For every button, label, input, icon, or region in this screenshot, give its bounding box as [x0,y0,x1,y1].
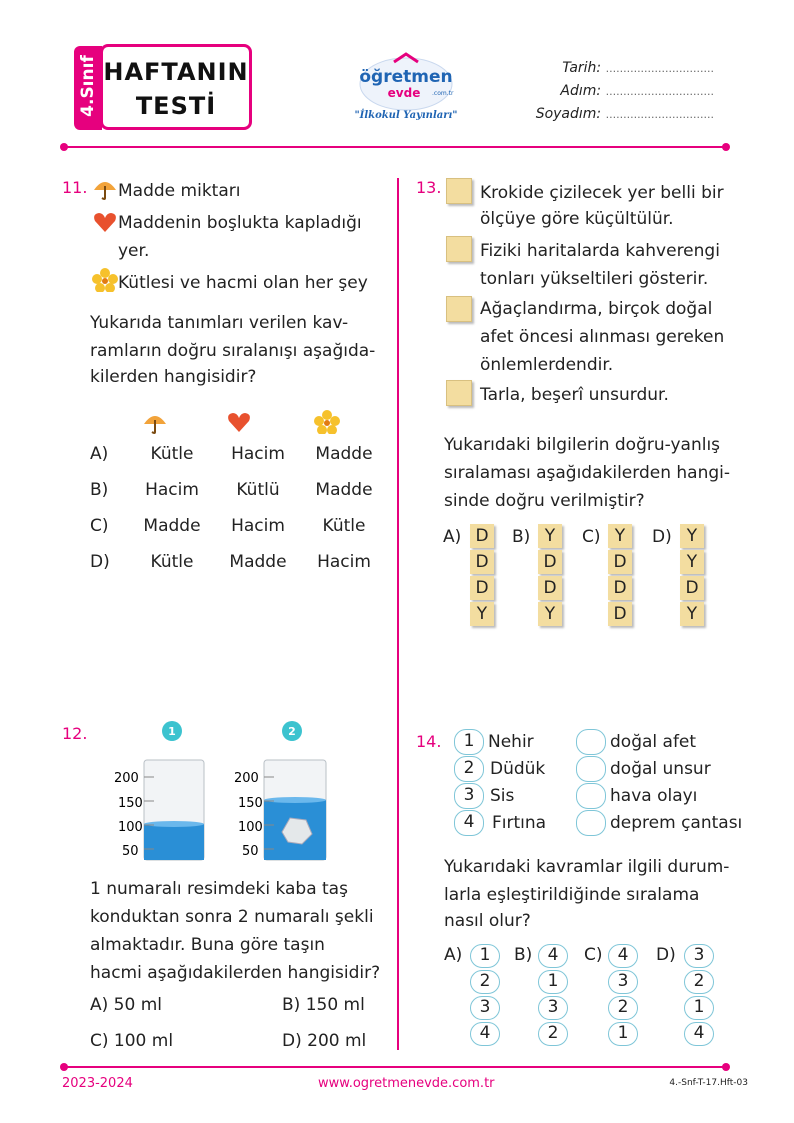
q14-number: 14. [416,732,442,751]
footer-divider [64,1066,724,1068]
q12-option-a[interactable]: A) 50 ml [90,995,162,1015]
option-cell: Kütlü [236,480,280,500]
surname-label: Soyadım: [535,106,602,122]
q13-option-d[interactable] [680,524,704,626]
q13-option-b-label[interactable]: B) [512,527,531,547]
scale-label: 200 [234,771,259,786]
divider-dot-right [722,1063,730,1071]
q11-stem1: Yukarıda tanımları verilen kav- [90,313,349,333]
heart-icon [226,410,252,438]
q11-def3: Kütlesi ve hacmi olan her şey [118,273,368,293]
scale-label: 200 [114,771,139,786]
title-line2: TESTİ [135,92,217,120]
tile: Y [538,602,562,626]
logo-main: öğretmen [359,67,453,87]
q12-option-c[interactable]: C) 100 ml [90,1031,174,1051]
tile: D [538,576,562,600]
q14-option-c[interactable] [608,944,638,1046]
header-divider [64,146,724,148]
number-cloud: 1 [454,729,484,755]
tile: D [680,576,704,600]
q11-stem2: ramların doğru sıralanışı aşağıda- [90,341,376,361]
concept: Fırtına [492,812,547,833]
beaker1-label: 1 [168,725,176,738]
q13-s2a: Fiziki haritalarda kahverengi [480,241,720,261]
number-cloud: 1 [684,996,714,1020]
beakers-figure [110,720,350,869]
q13-option-d-label[interactable]: D) [652,527,672,547]
option-cell: Kütle [322,516,366,536]
number-cloud: 4 [684,1022,714,1046]
concept: Düdük [490,758,546,779]
answer-box[interactable] [446,236,472,262]
q13-s1a: Krokide çizilecek yer belli bir [480,183,724,203]
surname-field[interactable] [536,106,714,122]
footer-code: 4.-Snf-T-17.Hft-03 [669,1078,748,1088]
q13-stem3: sinde doğru verilmiştir? [444,491,645,511]
concept: Nehir [488,731,534,752]
date-field[interactable] [562,60,714,76]
number-cloud: 2 [538,1022,568,1046]
q12-stem4: hacmi aşağıdakilerden hangisidir? [90,963,381,983]
number-cloud: 3 [608,970,638,994]
divider-dot-right [722,143,730,151]
number-cloud: 3 [538,996,568,1020]
q13-s4: Tarla, beşerî unsurdur. [480,385,669,405]
option-cell: Hacim [145,480,199,500]
q14-option-d-label[interactable]: D) [656,945,676,965]
number-cloud: 2 [608,996,638,1020]
q12-option-b[interactable]: B) 150 ml [282,995,365,1015]
answer-box[interactable] [446,380,472,406]
q14-right-list [576,728,742,836]
q11-def2b: yer. [118,241,150,261]
number-cloud: 3 [454,783,484,809]
q12-number: 12. [62,724,88,743]
tile: Y [680,524,704,548]
q13-s3b: afet öncesi alınması gereken [480,327,725,347]
answer-box[interactable] [446,178,472,204]
q14-left-list [454,728,546,836]
tile: Y [538,524,562,548]
q11-def2a: Maddenin boşlukta kapladığı [118,213,362,233]
q14-option-c-label[interactable]: C) [584,945,603,965]
scale-label: 150 [118,796,143,811]
number-cloud: 1 [470,944,500,968]
q11-option-d[interactable] [90,552,386,588]
q14-option-b[interactable] [538,944,568,1046]
q14-stem2: larla eşleştirildiğinde sıralama [444,885,700,905]
publisher-logo [354,50,464,130]
tile: Y [608,524,632,548]
date-dots: ............................... [605,62,714,75]
title-box [100,44,252,130]
footer-website[interactable]: www.ogretmenevde.com.tr [318,1076,495,1091]
column-divider [397,178,399,1050]
q12-stem1: 1 numaralı resimdeki kaba taş [90,879,348,899]
situation: hava olayı [610,785,698,806]
option-cell: Hacim [231,516,285,536]
tile: D [608,550,632,574]
q13-stem1: Yukarıdaki bilgilerin doğru-yanlış [444,435,721,455]
logo-tagline: "İlkokul Yayınları" [354,110,458,121]
logo-domain: .com.tr [432,90,454,97]
q11-stem3: kilerden hangisidir? [90,367,257,387]
q11-option-a[interactable] [90,444,386,480]
q13-option-c-label[interactable]: C) [582,527,601,547]
tile: D [538,550,562,574]
concept: Sis [490,785,515,806]
number-cloud: 4 [470,1022,500,1046]
footer-year: 2023-2024 [62,1076,133,1091]
umbrella-icon [142,410,168,438]
number-cloud: 4 [454,810,484,836]
q13-option-b[interactable] [538,524,562,626]
number-cloud: 3 [470,996,500,1020]
beaker2-label: 2 [288,725,296,738]
situation: doğal unsur [610,758,711,779]
tile: D [608,576,632,600]
q11-options [90,444,386,588]
q13-stem2: sıralaması aşağıdakilerden hangi- [444,463,730,483]
option-label: D) [90,552,110,572]
q14-option-d[interactable] [684,944,714,1046]
q13-s1b: ölçüye göre küçültülür. [480,209,674,229]
q11-option-b[interactable] [90,480,386,516]
logo-sub: evde [387,86,421,100]
umbrella-icon [92,176,118,204]
option-cell: Madde [143,516,201,536]
option-cell: Madde [315,444,373,464]
surname-dots: ............................... [605,108,714,121]
name-dots: ............................... [605,85,714,98]
number-cloud: 2 [684,970,714,994]
option-cell: Kütle [150,552,194,572]
tile: D [470,550,494,574]
number-cloud: 4 [608,944,638,968]
date-label: Tarih: [562,60,602,76]
situation: deprem çantası [610,812,743,833]
scale-label: 50 [242,844,259,859]
q13-number: 13. [416,178,442,197]
q14-option-a-label[interactable]: A) [444,945,463,965]
option-cell: Madde [315,480,373,500]
q13-option-c[interactable] [608,524,632,626]
q13-s2b: tonları yükseltileri gösterir. [480,269,709,289]
scale-label: 100 [238,820,263,835]
option-cell: Hacim [231,444,285,464]
number-cloud: 2 [470,970,500,994]
answer-cloud[interactable] [576,783,606,809]
answer-cloud[interactable] [576,756,606,782]
tile: D [470,576,494,600]
answer-cloud[interactable] [576,810,606,836]
q14-stem3: nasıl olur? [444,911,531,931]
tile: D [470,524,494,548]
tile: Y [470,602,494,626]
option-label: A) [90,444,109,464]
q14-stem1: Yukarıdaki kavramlar ilgili durum- [444,857,730,877]
q13-option-a-label[interactable]: A) [443,527,462,547]
q14-option-b-label[interactable]: B) [514,945,533,965]
option-cell: Kütle [150,444,194,464]
option-label: B) [90,480,109,500]
scale-label: 50 [122,844,139,859]
q12-option-d[interactable]: D) 200 ml [282,1031,367,1051]
q13-s3a: Ağaçlandırma, birçok doğal [480,299,713,319]
flower-icon [314,410,340,438]
number-cloud: 1 [608,1022,638,1046]
number-cloud: 1 [538,970,568,994]
tile: Y [680,602,704,626]
name-field[interactable] [560,83,714,99]
q11-number: 11. [62,178,88,197]
option-label: C) [90,516,109,536]
title-line1: HAFTANIN [103,58,249,86]
answer-cloud[interactable] [576,729,606,755]
scale-label: 100 [118,820,143,835]
number-cloud: 2 [454,756,484,782]
name-label: Adım: [560,83,602,99]
situation: doğal afet [610,731,697,752]
flower-icon [92,268,118,296]
grade-label: 4.Sınıf [78,55,98,117]
q13-s3c: önlemlerdendir. [480,355,614,375]
number-cloud: 3 [684,944,714,968]
q13-option-a[interactable] [470,524,494,626]
q11-option-c[interactable] [90,516,386,552]
option-cell: Hacim [317,552,371,572]
answer-box[interactable] [446,296,472,322]
grade-tab [74,46,102,130]
q12-stem3: almaktadır. Buna göre taşın [90,935,325,955]
heart-icon [92,210,118,238]
scale-label: 150 [238,796,263,811]
tile: Y [680,550,704,574]
number-cloud: 4 [538,944,568,968]
tile: D [608,602,632,626]
q12-stem2: konduktan sonra 2 numaralı şekli [90,907,374,927]
q14-option-a[interactable] [470,944,500,1046]
q11-def1: Madde miktarı [118,181,241,201]
option-cell: Madde [229,552,287,572]
